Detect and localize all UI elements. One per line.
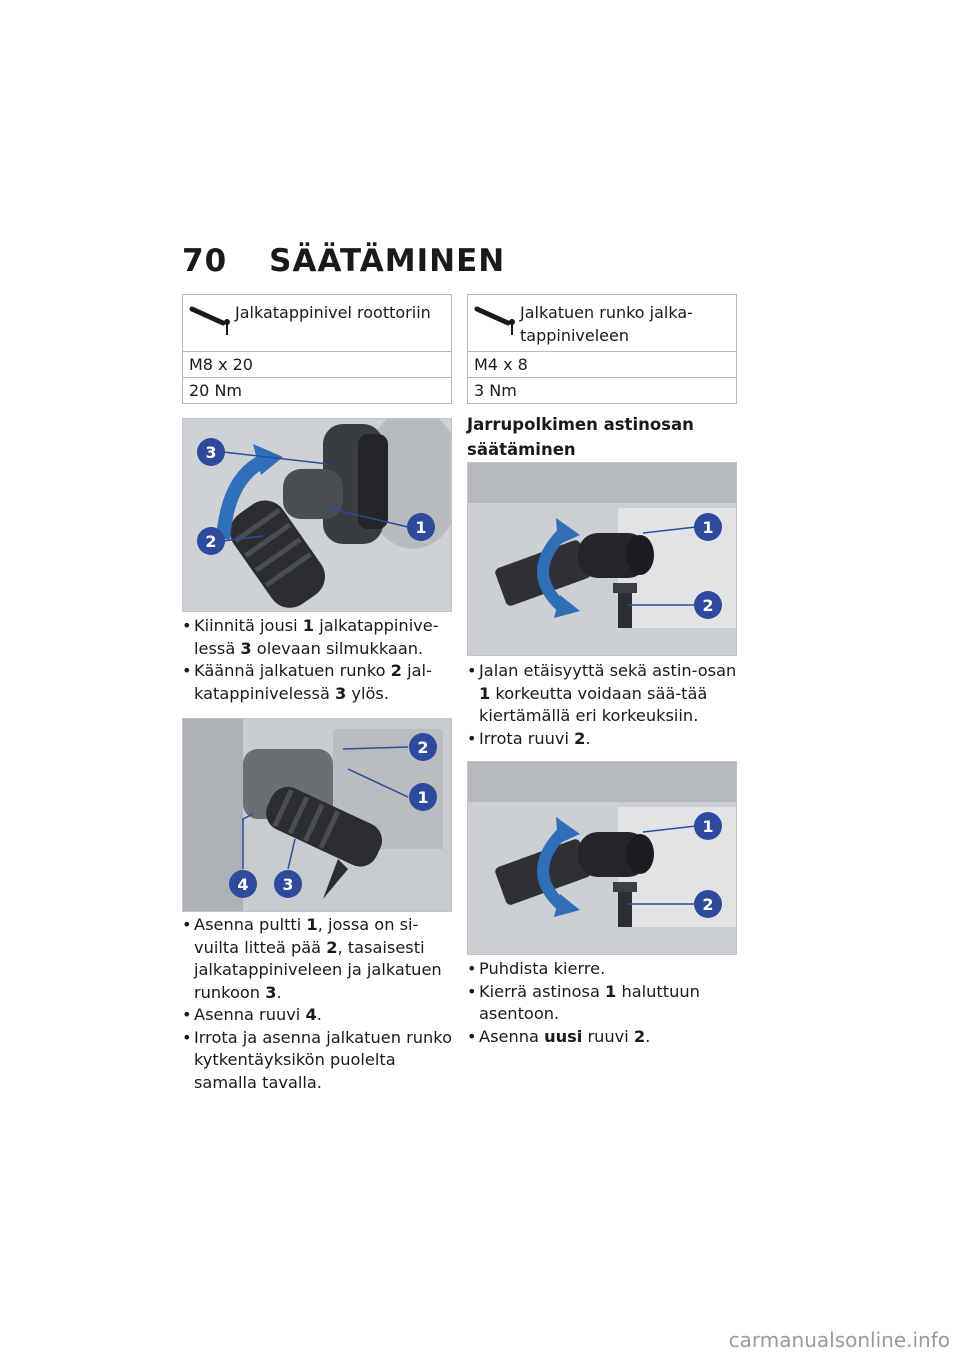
instruction-list-2 <box>182 914 454 1094</box>
figure-brake-pedal-1 <box>467 462 737 656</box>
callout-1: 1 <box>702 817 714 836</box>
instruction-list-4 <box>467 958 739 1048</box>
callout-1: 1 <box>417 788 429 807</box>
spec-screw-size: M4 x 8 <box>468 352 736 378</box>
figure-brake-pedal-2 <box>467 761 737 955</box>
list-item: • Käännä jalkatuen runko 2 jal-katappinivelessä 3 ylös. <box>182 660 454 705</box>
torque-spec-table-left <box>182 294 452 404</box>
spec-title: Jalkatuen runko jalka-tappiniveleen <box>520 303 693 345</box>
figure-footrest-spring <box>182 418 452 612</box>
list-item: • Irrota ja asenna jalkatuen runko kytkentäyksikön puolelta samalla tavalla. <box>182 1027 454 1095</box>
callout-1: 1 <box>702 518 714 537</box>
callout-2: 2 <box>702 596 714 615</box>
list-item: • Asenna ruuvi 4. <box>182 1004 454 1027</box>
callout-4: 4 <box>237 875 249 894</box>
torque-wrench-icon <box>474 305 520 335</box>
chapter-title: SÄÄTÄMINEN <box>269 243 506 279</box>
list-item: • Kierrä astinosa 1 haluttuun asentoon. <box>467 981 739 1026</box>
torque-spec-table-right <box>467 294 737 404</box>
spec-screw-size: M8 x 20 <box>183 352 451 378</box>
instruction-list-3 <box>467 660 739 750</box>
instruction-list-1 <box>182 615 454 705</box>
callout-3: 3 <box>282 875 294 894</box>
spec-title: Jalkatappinivel roottoriin <box>235 303 431 322</box>
spec-torque: 3 Nm <box>474 381 517 400</box>
list-item: • Kiinnitä jousi 1 jalkatappinive-lessä 3 olevaan silmukkaan. <box>182 615 454 660</box>
torque-wrench-icon <box>189 305 235 335</box>
list-item: • Jalan etäisyyttä sekä astin-osan 1 korkeutta voidaan sää-tää kiertämällä eri korkeuksiin. <box>467 660 739 728</box>
list-item: • Puhdista kierre. <box>467 958 739 981</box>
page-number: 70 <box>182 243 228 279</box>
callout-2: 2 <box>205 532 217 551</box>
list-item: • Irrota ruuvi 2. <box>467 728 739 751</box>
callout-3: 3 <box>205 443 217 462</box>
spec-torque: 20 Nm <box>189 381 242 400</box>
list-item: • Asenna pultti 1, jossa on si-vuilta litteä pää 2, tasaisesti jalkatappiniveleen ja jalkatuen runkoon 3. <box>182 914 454 1004</box>
callout-2: 2 <box>417 738 429 757</box>
page-heading <box>182 243 505 279</box>
section-title: Jarrupolkimen astinosan säätäminen <box>467 415 694 459</box>
watermark[interactable]: carmanualsonline.info <box>728 1328 950 1352</box>
spec-header <box>468 295 736 352</box>
spec-header <box>183 295 451 352</box>
callout-1: 1 <box>415 518 427 537</box>
figure-footrest-bolt <box>182 718 452 912</box>
list-item: • Asenna uusi ruuvi 2. <box>467 1026 739 1049</box>
callout-2: 2 <box>702 895 714 914</box>
